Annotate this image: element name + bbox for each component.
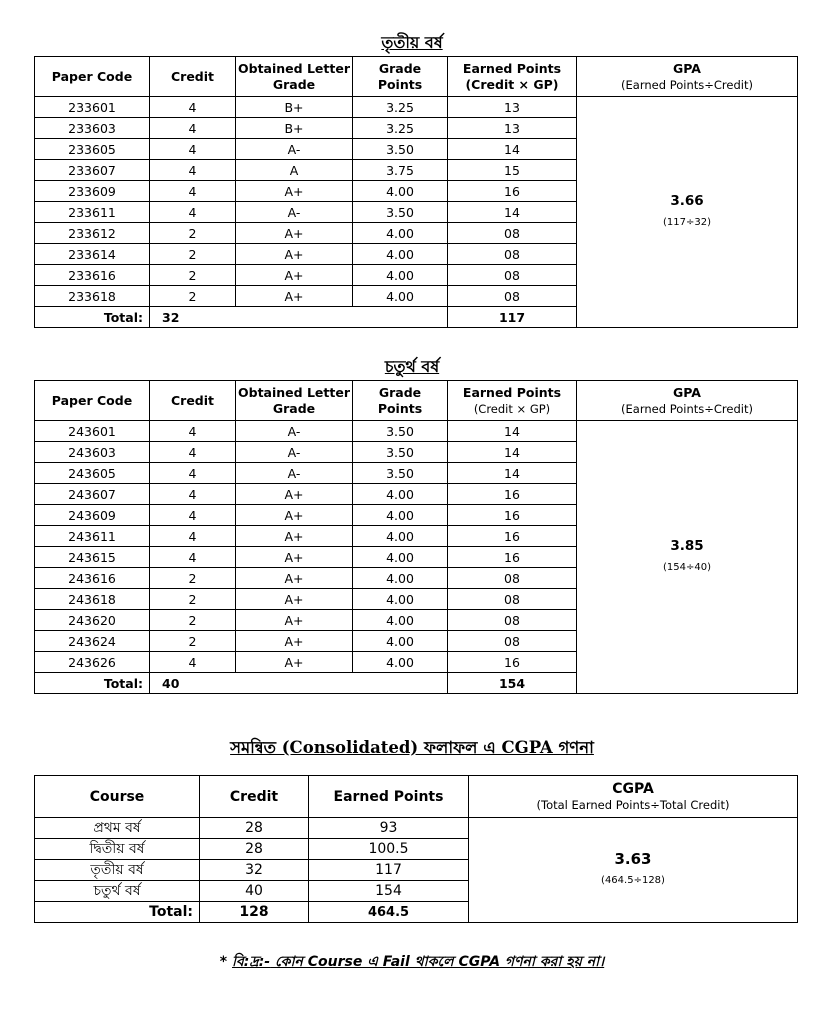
letter-grade: A+: [236, 223, 353, 244]
credit: 4: [150, 181, 236, 202]
third-year-table: [34, 56, 798, 328]
grade-points: 4.00: [353, 505, 448, 526]
credit: 4: [150, 442, 236, 463]
earned-points: 08: [448, 265, 577, 286]
credit: 28: [200, 839, 309, 860]
third-year-title: তৃতীয় বর্ষ: [381, 33, 443, 52]
credit: 4: [150, 421, 236, 442]
grade-points: 4.00: [353, 526, 448, 547]
grade-points: 4.00: [353, 286, 448, 307]
credit: 2: [150, 589, 236, 610]
header-earned-formula: (Credit × GP): [465, 76, 559, 92]
credit: 4: [150, 484, 236, 505]
footnote-star: *: [219, 954, 232, 970]
grade-points: 4.00: [353, 265, 448, 286]
earned-points: 14: [448, 202, 577, 223]
grade-points: 3.50: [353, 202, 448, 223]
footnote: [0, 950, 824, 974]
letter-grade: A+: [236, 568, 353, 589]
letter-grade: A+: [236, 589, 353, 610]
credit: 2: [150, 244, 236, 265]
earned-points: 93: [309, 818, 469, 839]
earned-points: 117: [309, 860, 469, 881]
paper-code: 233616: [35, 265, 150, 286]
header-grade-points: [353, 381, 448, 421]
earned-points: 16: [448, 526, 577, 547]
paper-code: 233618: [35, 286, 150, 307]
footnote-text: কোন Course এ Fail থাকলে CGPA গণনা করা হয় না।: [270, 954, 605, 970]
grade-points: 4.00: [353, 610, 448, 631]
paper-code: 243611: [35, 526, 150, 547]
credit: 40: [200, 881, 309, 902]
earned-points: 08: [448, 631, 577, 652]
earned-points: 16: [448, 652, 577, 673]
gpa-value: 3.85: [670, 538, 704, 554]
credit: 4: [150, 505, 236, 526]
paper-code: 233612: [35, 223, 150, 244]
header-letter-grade-l2: Grade: [272, 400, 316, 416]
header-earned-l1: Earned Points: [462, 60, 562, 76]
cgpa-cell: [469, 818, 798, 923]
credit: 4: [150, 547, 236, 568]
table-row: [35, 421, 798, 442]
paper-code: 243601: [35, 421, 150, 442]
grade-points: 4.00: [353, 244, 448, 265]
header-letter-grade: [236, 57, 353, 97]
paper-code: 233601: [35, 97, 150, 118]
earned-points: 14: [448, 421, 577, 442]
cgpa-value: 3.63: [614, 850, 652, 868]
grade-points: 3.25: [353, 118, 448, 139]
grade-points: 4.00: [353, 631, 448, 652]
header-grade-points: [353, 57, 448, 97]
credit: 4: [150, 463, 236, 484]
credit: 4: [150, 160, 236, 181]
credit: 4: [150, 97, 236, 118]
header-gpa: [577, 381, 798, 421]
gpa-cell: [577, 421, 798, 694]
header-paper-code: Paper Code: [35, 57, 150, 97]
credit: 2: [150, 265, 236, 286]
paper-code: 243607: [35, 484, 150, 505]
paper-code: 243609: [35, 505, 150, 526]
letter-grade: A+: [236, 547, 353, 568]
letter-grade: A+: [236, 631, 353, 652]
earned-points: 14: [448, 442, 577, 463]
course-name: তৃতীয় বর্ষ: [35, 860, 200, 881]
header-gpa-label: GPA: [673, 60, 701, 76]
gpa-cell: [577, 97, 798, 328]
grade-points: 3.75: [353, 160, 448, 181]
letter-grade: A+: [236, 610, 353, 631]
gpa-calculation: (154÷40): [663, 562, 711, 573]
grade-points: 3.50: [353, 421, 448, 442]
earned-points: 16: [448, 505, 577, 526]
letter-grade: A-: [236, 421, 353, 442]
letter-grade: B+: [236, 118, 353, 139]
letter-grade: A+: [236, 526, 353, 547]
consolidated-table: [34, 775, 798, 923]
earned-points: 16: [448, 547, 577, 568]
credit: 32: [200, 860, 309, 881]
letter-grade: A-: [236, 442, 353, 463]
letter-grade: A-: [236, 202, 353, 223]
header-letter-grade: [236, 381, 353, 421]
course-name: প্রথম বর্ষ: [35, 818, 200, 839]
header-cgpa-formula: (Total Earned Points÷Total Credit): [536, 797, 730, 812]
grade-points: 3.25: [353, 97, 448, 118]
total-credit: 32: [150, 307, 448, 328]
total-earned-points: 154: [448, 673, 577, 694]
header-letter-grade-l2: Grade: [272, 76, 316, 92]
grade-points: 3.50: [353, 442, 448, 463]
course-name: চতুর্থ বর্ষ: [35, 881, 200, 902]
earned-points: 100.5: [309, 839, 469, 860]
table-header-row: [35, 57, 798, 97]
credit: 2: [150, 286, 236, 307]
earned-points: 13: [448, 97, 577, 118]
cgpa-calculation: (464.5÷128): [601, 875, 665, 886]
earned-points: 14: [448, 463, 577, 484]
total-label: Total:: [35, 673, 150, 694]
header-gpa-label: GPA: [673, 384, 701, 400]
total-credit: 128: [200, 902, 309, 923]
letter-grade: A+: [236, 652, 353, 673]
earned-points: 13: [448, 118, 577, 139]
course-name: দ্বিতীয় বর্ষ: [35, 839, 200, 860]
header-earned-formula: (Credit × GP): [473, 401, 551, 416]
credit: 4: [150, 202, 236, 223]
letter-grade: A: [236, 160, 353, 181]
grade-points: 4.00: [353, 589, 448, 610]
table-header-row: [35, 381, 798, 421]
letter-grade: A+: [236, 484, 353, 505]
earned-points: 08: [448, 286, 577, 307]
grade-points: 4.00: [353, 223, 448, 244]
header-earned-points: Earned Points: [309, 776, 469, 818]
earned-points: 08: [448, 223, 577, 244]
earned-points: 14: [448, 139, 577, 160]
header-gpa-formula: (Earned Points÷Credit): [621, 77, 753, 92]
paper-code: 233605: [35, 139, 150, 160]
header-credit: Credit: [150, 381, 236, 421]
letter-grade: A-: [236, 463, 353, 484]
credit: 2: [150, 631, 236, 652]
header-grade-points-l1: Grade: [378, 384, 422, 400]
fourth-year-table: [34, 380, 798, 694]
credit: 4: [150, 118, 236, 139]
paper-code: 243603: [35, 442, 150, 463]
total-label: Total:: [35, 307, 150, 328]
header-grade-points-l2: Points: [377, 400, 423, 416]
paper-code: 233607: [35, 160, 150, 181]
table-row: [35, 818, 798, 839]
grade-points: 4.00: [353, 568, 448, 589]
table-header-row: [35, 776, 798, 818]
earned-points: 08: [448, 589, 577, 610]
header-paper-code: Paper Code: [35, 381, 150, 421]
total-credit: 40: [150, 673, 448, 694]
credit: 2: [150, 568, 236, 589]
header-grade-points-l1: Grade: [378, 60, 422, 76]
gpa-value: 3.66: [670, 193, 704, 209]
header-grade-points-l2: Points: [377, 76, 423, 92]
grade-points: 3.50: [353, 139, 448, 160]
total-earned-points: 117: [448, 307, 577, 328]
footnote-label: বি:দ্র:-: [232, 954, 271, 970]
credit: 2: [150, 223, 236, 244]
earned-points: 08: [448, 568, 577, 589]
total-label: Total:: [35, 902, 200, 923]
paper-code: 243618: [35, 589, 150, 610]
header-cgpa: [469, 776, 798, 818]
credit: 4: [150, 652, 236, 673]
paper-code: 243624: [35, 631, 150, 652]
header-earned-points: [448, 57, 577, 97]
credit: 28: [200, 818, 309, 839]
header-earned-points: [448, 381, 577, 421]
header-credit: Credit: [150, 57, 236, 97]
header-letter-grade-l1: Obtained Letter: [238, 60, 350, 76]
grade-points: 4.00: [353, 484, 448, 505]
earned-points: 08: [448, 244, 577, 265]
credit: 4: [150, 139, 236, 160]
grade-points: 3.50: [353, 463, 448, 484]
header-credit: Credit: [200, 776, 309, 818]
grade-points: 4.00: [353, 547, 448, 568]
letter-grade: B+: [236, 97, 353, 118]
header-earned-l1: Earned Points: [462, 384, 562, 400]
paper-code: 243615: [35, 547, 150, 568]
grade-points: 4.00: [353, 181, 448, 202]
header-gpa: [577, 57, 798, 97]
earned-points: 16: [448, 484, 577, 505]
letter-grade: A+: [236, 286, 353, 307]
paper-code: 243616: [35, 568, 150, 589]
earned-points: 08: [448, 610, 577, 631]
credit: 2: [150, 610, 236, 631]
paper-code: 243626: [35, 652, 150, 673]
consolidated-title: সমন্বিত (Consolidated) ফলাফল এ CGPA গণনা: [230, 738, 594, 757]
earned-points: 16: [448, 181, 577, 202]
letter-grade: A+: [236, 265, 353, 286]
paper-code: 243605: [35, 463, 150, 484]
total-earned-points: 464.5: [309, 902, 469, 923]
header-letter-grade-l1: Obtained Letter: [238, 384, 350, 400]
table-row: [35, 97, 798, 118]
paper-code: 233609: [35, 181, 150, 202]
header-course: Course: [35, 776, 200, 818]
paper-code: 233614: [35, 244, 150, 265]
fourth-year-title: চতুর্থ বর্ষ: [384, 357, 440, 376]
paper-code: 233611: [35, 202, 150, 223]
paper-code: 243620: [35, 610, 150, 631]
gpa-calculation: (117÷32): [663, 217, 711, 228]
letter-grade: A+: [236, 505, 353, 526]
header-cgpa-label: CGPA: [612, 780, 654, 797]
earned-points: 15: [448, 160, 577, 181]
earned-points: 154: [309, 881, 469, 902]
credit: 4: [150, 526, 236, 547]
letter-grade: A+: [236, 244, 353, 265]
letter-grade: A-: [236, 139, 353, 160]
grade-points: 4.00: [353, 652, 448, 673]
paper-code: 233603: [35, 118, 150, 139]
letter-grade: A+: [236, 181, 353, 202]
header-gpa-formula: (Earned Points÷Credit): [621, 401, 753, 416]
